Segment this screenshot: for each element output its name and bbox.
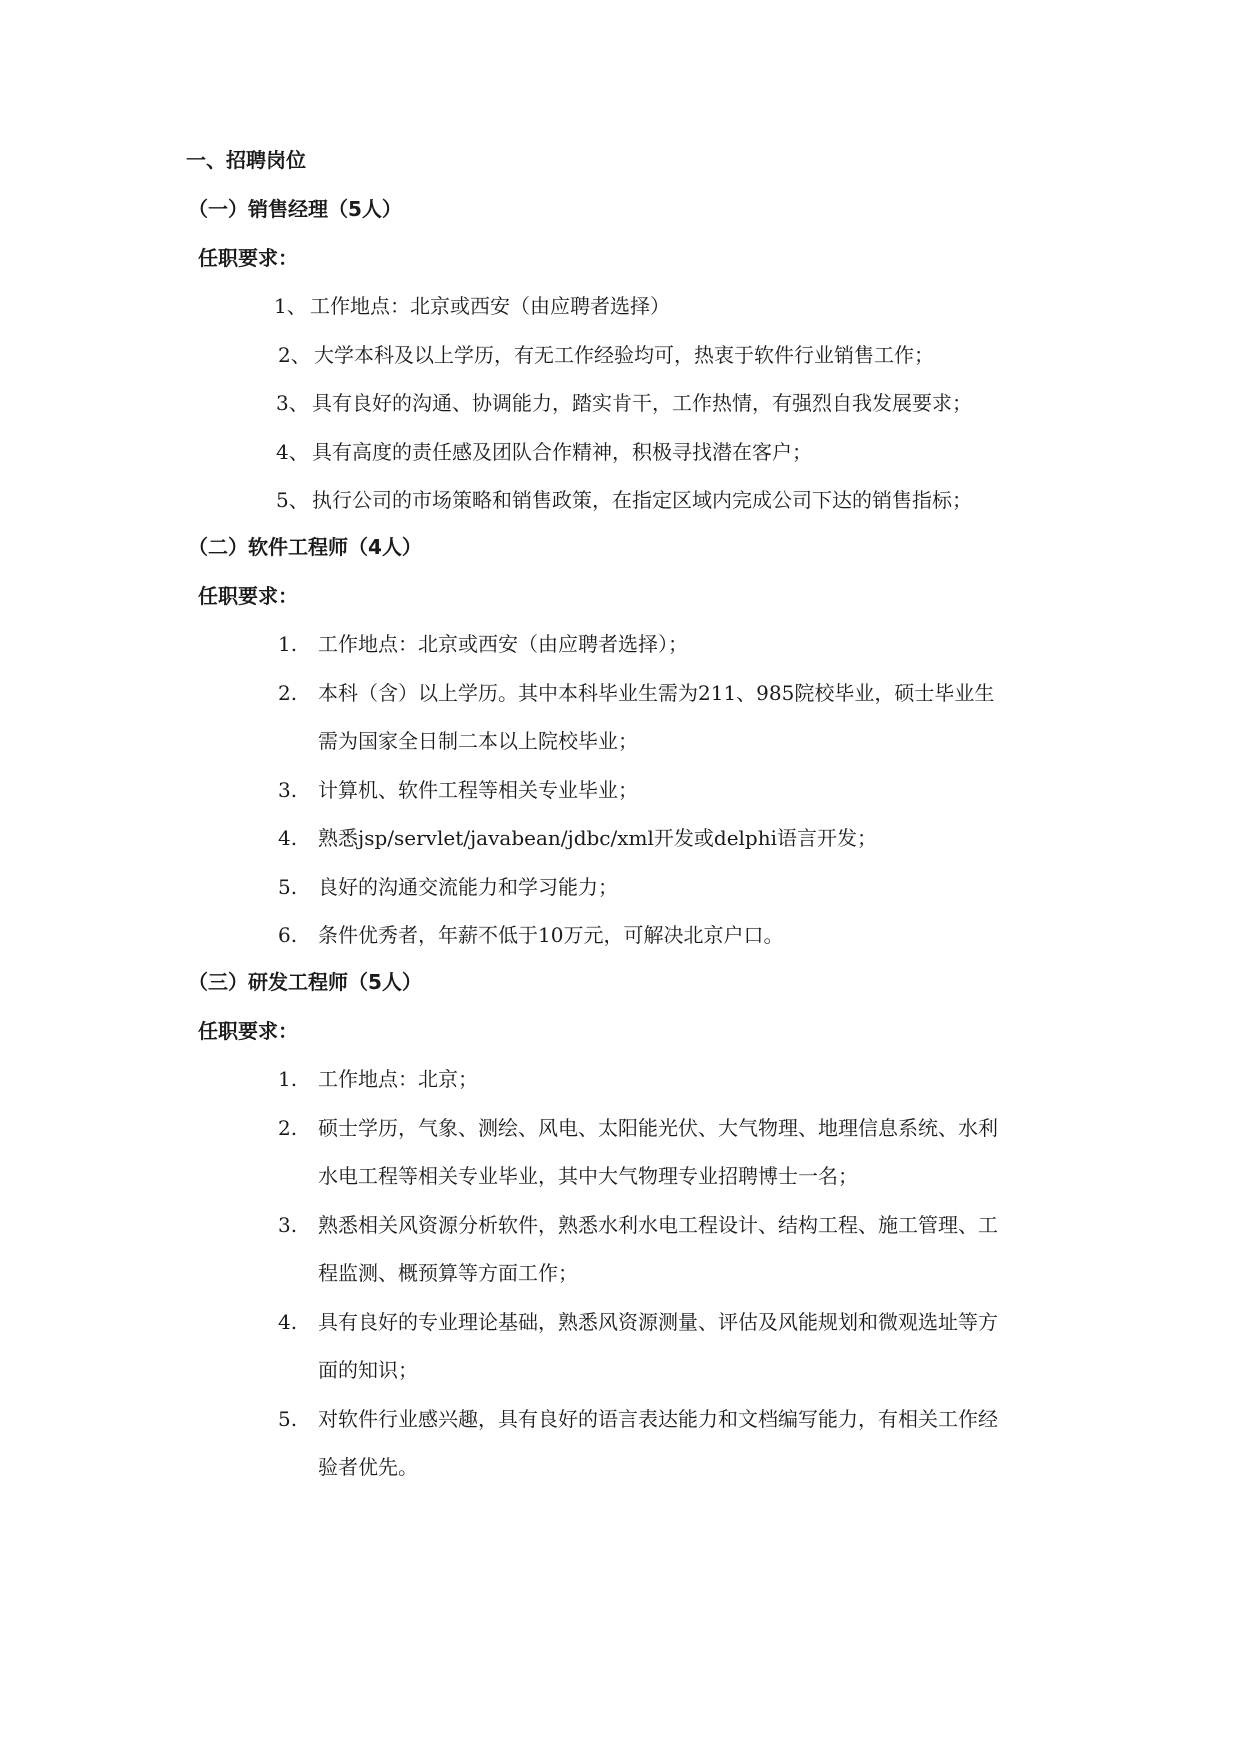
list-item — [274, 294, 670, 318]
list-number: 3. — [278, 1213, 298, 1237]
main-heading: 一、招聘岗位 — [186, 148, 306, 172]
list-number: 3、 — [276, 391, 309, 415]
list-text: 具有良好的沟通、协调能力，踏实肯干，工作热情，有强烈自我发展要求； — [312, 391, 972, 415]
list-item — [278, 875, 618, 899]
list-text: 熟悉相关风资源分析软件，熟悉水利水电工程设计、结构工程、施工管理、工 — [318, 1213, 998, 1237]
list-number: 5、 — [276, 488, 309, 512]
list-text: 熟悉jsp/servlet/javabean/jdbc/xml开发或delphi语言开发； — [318, 826, 878, 850]
list-text: 条件优秀者，年薪不低于10万元，可解决北京户口。 — [318, 923, 784, 947]
list-text: 良好的沟通交流能力和学习能力； — [318, 875, 618, 899]
list-text: 大学本科及以上学历，有无工作经验均可，热衷于软件行业销售工作； — [314, 343, 934, 367]
list-item — [278, 1213, 998, 1237]
list-text: 计算机、软件工程等相关专业毕业； — [318, 778, 638, 802]
list-number: 4. — [278, 1310, 298, 1334]
list-text: 执行公司的市场策略和销售政策，在指定区域内完成公司下达的销售指标； — [312, 488, 972, 512]
list-item — [276, 440, 812, 464]
requirements-label: 任职要求： — [198, 584, 298, 608]
position-title-sales: （一）销售经理（5人） — [188, 197, 402, 221]
list-text: 对软件行业感兴趣，具有良好的语言表达能力和文档编写能力，有相关工作经 — [318, 1407, 998, 1431]
list-item — [278, 1116, 998, 1140]
list-text: 工作地点：北京或西安（由应聘者选择） — [310, 294, 670, 318]
list-item-continuation: 水电工程等相关专业毕业，其中大气物理专业招聘博士一名； — [318, 1164, 858, 1188]
list-item — [276, 488, 972, 512]
list-number: 1、 — [274, 294, 307, 318]
list-number: 3. — [278, 778, 298, 802]
list-text: 工作地点：北京或西安（由应聘者选择）； — [318, 632, 688, 656]
list-item — [276, 391, 972, 415]
list-item — [278, 343, 934, 367]
list-item — [278, 632, 688, 656]
list-number: 5. — [278, 1407, 298, 1431]
list-item-continuation: 程监测、概预算等方面工作； — [318, 1261, 578, 1285]
list-item — [278, 681, 994, 705]
list-number: 1. — [278, 632, 298, 656]
list-item — [278, 1067, 478, 1091]
list-item — [278, 778, 638, 802]
position-title-software: （二）软件工程师（4人） — [188, 535, 422, 559]
list-text: 工作地点：北京； — [318, 1067, 478, 1091]
position-title-rnd: （三）研发工程师（5人） — [188, 970, 422, 994]
list-number: 2、 — [278, 343, 311, 367]
requirements-label: 任职要求： — [198, 246, 298, 270]
list-number: 2. — [278, 681, 298, 705]
list-text: 本科（含）以上学历。其中本科毕业生需为211、985院校毕业，硕士毕业生 — [318, 681, 995, 705]
requirements-label: 任职要求： — [198, 1019, 298, 1043]
list-item — [278, 826, 877, 850]
list-number: 1. — [278, 1067, 298, 1091]
list-item-continuation: 面的知识； — [318, 1358, 418, 1382]
list-text: 硕士学历，气象、测绘、风电、太阳能光伏、大气物理、地理信息系统、水利 — [318, 1116, 998, 1140]
list-item-continuation: 验者优先。 — [318, 1455, 418, 1479]
list-number: 6. — [278, 923, 298, 947]
list-number: 2. — [278, 1116, 298, 1140]
list-number: 4、 — [276, 440, 309, 464]
list-text: 具有高度的责任感及团队合作精神，积极寻找潜在客户； — [312, 440, 812, 464]
list-number: 5. — [278, 875, 298, 899]
list-item-continuation: 需为国家全日制二本以上院校毕业； — [318, 729, 638, 753]
list-text: 具有良好的专业理论基础，熟悉风资源测量、评估及风能规划和微观选址等方 — [318, 1310, 998, 1334]
list-item — [278, 1310, 998, 1334]
list-number: 4. — [278, 826, 298, 850]
list-item — [278, 1407, 998, 1431]
list-item — [278, 923, 783, 947]
